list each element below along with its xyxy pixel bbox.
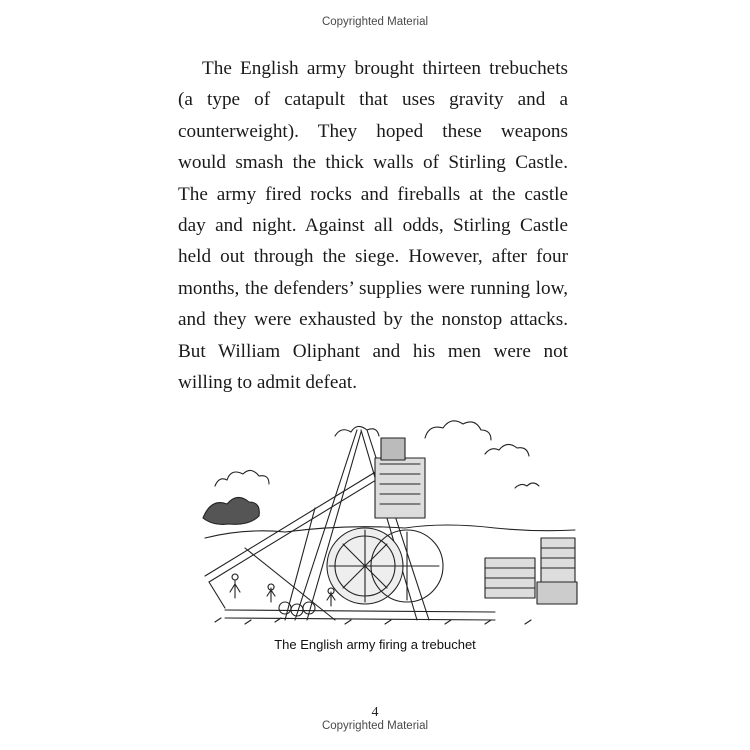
stone-ammo (279, 602, 291, 614)
counterweight-box (375, 458, 425, 518)
base-beam (225, 610, 495, 612)
soldier-figure (327, 588, 335, 606)
soldier-figure (230, 574, 240, 598)
paragraph-line: But William Oliphant and his men were not (178, 340, 568, 362)
paragraph-line: months, the defenders’ supplies were running low, (178, 277, 568, 299)
paragraph-line: and they were exhausted by the nonstop attacks. (178, 309, 568, 331)
cloud-sketch (515, 483, 539, 488)
paragraph-line: counterweight). They hoped these weapons (178, 120, 568, 142)
cloud-sketch (425, 421, 491, 440)
figure-caption: The English army firing a trebuchet (274, 637, 476, 652)
cloud-sketch (485, 444, 529, 456)
page-number: 4 (371, 705, 379, 720)
copyright-watermark-bottom: Copyrighted Material (321, 720, 429, 732)
copyright-watermark-top: Copyrighted Material (321, 16, 429, 28)
trebuchet-illustration (185, 398, 585, 638)
paragraph-line: willing to admit defeat. (178, 372, 358, 394)
paragraph-line: The army fired rocks and fireballs at the castle (178, 183, 568, 205)
soldier-figure (267, 584, 275, 602)
supply-crate (537, 582, 577, 604)
paragraph-line: held out through the siege. However, after four (178, 246, 568, 268)
supply-crate (541, 538, 575, 582)
paragraph-line: The English army brought thirteen trebuchets (202, 58, 568, 79)
paragraph-line: would smash the thick walls of Stirling Castle. (178, 152, 568, 174)
paragraph-line: (a type of catapult that uses gravity and a (178, 89, 568, 111)
body-paragraph (178, 53, 568, 398)
frame-brace (245, 548, 335, 620)
base-beam (225, 618, 495, 620)
paragraph-line: day and night. Against all odds, Stirling Castle (178, 215, 568, 237)
cloud-sketch (215, 470, 269, 486)
bush-sketch (203, 497, 259, 524)
